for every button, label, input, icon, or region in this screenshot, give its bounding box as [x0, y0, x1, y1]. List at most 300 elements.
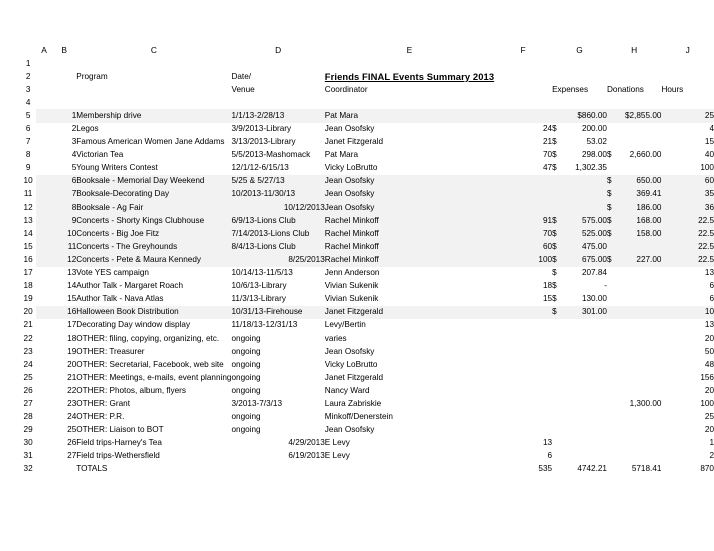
cell-a-28[interactable]	[36, 411, 52, 424]
cell-g-cost-30[interactable]	[562, 437, 607, 450]
cell-j-hours-29[interactable]: 20	[704, 425, 714, 435]
cell-e-lead-2[interactable]	[325, 70, 494, 83]
cell-b-21[interactable]: 17	[67, 320, 77, 330]
cell-j-hours-1[interactable]	[661, 57, 714, 70]
table-row[interactable]	[20, 371, 714, 384]
cell-f-attendance-26[interactable]	[494, 384, 552, 397]
cell-h-income-31[interactable]	[616, 450, 661, 463]
row-header-24[interactable]: 24	[20, 358, 36, 371]
cell-d-date-10[interactable]: 5/25 & 5/27/13	[231, 175, 324, 188]
cell-e-lead-7[interactable]: Janet Fitzgerald	[324, 137, 384, 147]
cell-c-program-10[interactable]: Booksale - Memorial Day Weekend	[76, 175, 231, 188]
row-header-29[interactable]: 29	[20, 424, 36, 437]
cell-b-32[interactable]	[52, 463, 76, 476]
cell-e-lead-27[interactable]: Laura Zabriskie	[324, 398, 382, 408]
cell-h-currency-10[interactable]: $	[607, 175, 616, 188]
cell-h-income-22[interactable]	[616, 332, 661, 345]
cell-f-attendance-9[interactable]: 47	[542, 163, 553, 173]
cell-d-date-29[interactable]: ongoing	[231, 425, 261, 435]
cell-b-12[interactable]: 8	[52, 201, 76, 214]
row-header-12[interactable]: 12	[20, 201, 36, 214]
cell-a-30[interactable]	[36, 437, 52, 450]
cell-b-20[interactable]: 16	[52, 306, 76, 319]
row-header-28[interactable]: 28	[20, 411, 36, 424]
cell-c-program-30[interactable]: Field trips-Harney's Tea	[76, 438, 162, 448]
table-row[interactable]	[20, 319, 714, 332]
cell-g-currency-17[interactable]: $	[552, 268, 557, 278]
cell-b-13[interactable]: 9	[52, 214, 76, 227]
cell-h-currency-17[interactable]	[607, 267, 616, 280]
cell-d-date-25[interactable]: ongoing	[231, 372, 261, 382]
cell-j-hours-23[interactable]: 50	[704, 346, 714, 356]
cell-e-lead-28[interactable]: Minkoff/Denerstein	[324, 412, 393, 422]
cell-b-22[interactable]: 18	[67, 333, 77, 343]
cell-f-attendance-17[interactable]	[494, 267, 552, 280]
cell-j-hours-25[interactable]: 156	[700, 372, 714, 382]
cell-j-hours-10[interactable]: 60	[661, 175, 714, 188]
cell-b-17[interactable]: 13	[67, 268, 77, 278]
table-row[interactable]	[20, 227, 714, 240]
cell-j-hours-12[interactable]: 36	[661, 201, 714, 214]
cell-d-date-4[interactable]	[231, 96, 324, 109]
cell-g-currency-7[interactable]: $	[552, 137, 557, 147]
cell-c-program-13[interactable]: Concerts - Shorty Kings Clubhouse	[76, 214, 231, 227]
cell-a-32[interactable]	[36, 463, 52, 476]
cell-f-attendance-10[interactable]	[494, 175, 552, 188]
cell-f-attendance-24[interactable]	[494, 358, 552, 371]
cell-d-date-26[interactable]: ongoing	[231, 385, 261, 395]
cell-h-income-13[interactable]: 168.00	[616, 214, 661, 227]
cell-j-hours-3[interactable]: Hours	[661, 84, 684, 94]
cell-g-currency-11[interactable]	[552, 188, 561, 201]
table-row[interactable]	[20, 437, 714, 450]
cell-e-lead-25[interactable]: Janet Fitzgerald	[324, 372, 384, 382]
cell-a-18[interactable]	[36, 280, 52, 293]
cell-g-cost-10[interactable]	[562, 175, 607, 188]
row-header-32[interactable]: 32	[20, 463, 36, 476]
column-header-c[interactable]: C	[76, 44, 231, 57]
cell-j-hours-22[interactable]: 20	[704, 333, 714, 343]
table-row[interactable]	[20, 280, 714, 293]
cell-h-income-21[interactable]	[616, 319, 661, 332]
cell-b-14[interactable]: 10	[52, 227, 76, 240]
cell-e-lead-1[interactable]	[325, 57, 494, 70]
row-header-5[interactable]: 5	[20, 109, 36, 122]
cell-g-currency-32[interactable]	[552, 463, 561, 476]
cell-h-currency-18[interactable]	[607, 280, 616, 293]
cell-j-hours-32[interactable]: 870	[700, 464, 714, 474]
cell-h-currency-11[interactable]: $	[607, 188, 616, 201]
totals-row[interactable]	[20, 463, 714, 476]
cell-f-attendance-6[interactable]: 24	[542, 124, 553, 133]
cell-c-program-16[interactable]: Concerts - Pete & Maura Kennedy	[76, 254, 231, 267]
cell-g-cost-11[interactable]	[562, 188, 607, 201]
cell-c-program-23[interactable]: OTHER: Treasurer	[76, 346, 145, 356]
cell-h-currency-28[interactable]	[607, 411, 616, 424]
cell-b-26[interactable]: 22	[67, 385, 77, 395]
cell-h-currency-29[interactable]	[607, 424, 616, 437]
cell-a-31[interactable]	[36, 450, 52, 463]
row-header-9[interactable]: 9	[20, 162, 36, 175]
cell-h-income-8[interactable]: 2,660.00	[629, 150, 662, 160]
cell-d-date-21[interactable]: 11/18/13-12/31/13	[231, 320, 298, 330]
cell-d-date-19[interactable]: 11/3/13-Library	[231, 294, 286, 304]
cell-j-hours-20[interactable]: 10	[661, 306, 714, 319]
cell-h-currency-15[interactable]	[607, 240, 616, 253]
cell-d-date-27[interactable]: 3/2013-7/3/13	[231, 398, 283, 408]
cell-d-date-9[interactable]: 12/1/12-6/15/13	[231, 163, 289, 173]
table-row[interactable]	[20, 109, 714, 122]
cell-g-cost-20[interactable]: 301.00	[562, 306, 607, 319]
row-header-6[interactable]: 6	[20, 123, 36, 136]
table-row[interactable]	[20, 162, 714, 175]
cell-b-25[interactable]: 21	[67, 372, 77, 382]
cell-b-8[interactable]: 4	[71, 150, 77, 160]
table-row[interactable]	[20, 96, 714, 109]
cell-h-currency-13[interactable]: $	[607, 214, 616, 227]
row-header-11[interactable]: 11	[20, 188, 36, 201]
cell-g-cost-22[interactable]	[562, 332, 607, 345]
cell-b-19[interactable]: 15	[67, 294, 77, 304]
cell-e-lead-17[interactable]: Jenn Anderson	[324, 268, 380, 278]
cell-f-attendance-14[interactable]: 70	[494, 227, 552, 240]
cell-a-17[interactable]	[36, 267, 52, 280]
cell-d-date-18[interactable]: 10/6/13-Library	[231, 281, 287, 291]
cell-h-sym-2[interactable]	[607, 70, 661, 83]
cell-b-4[interactable]	[52, 96, 76, 109]
table-row[interactable]	[20, 57, 714, 70]
cell-d-date-14[interactable]: 7/14/2013-Lions Club	[231, 227, 324, 240]
cell-g-cost-27[interactable]	[562, 398, 607, 411]
row-header-21[interactable]: 21	[20, 319, 36, 332]
column-header-row[interactable]	[20, 44, 714, 57]
cell-a-23[interactable]	[36, 345, 52, 358]
cell-h-income-6[interactable]	[616, 123, 661, 136]
table-row[interactable]	[20, 214, 714, 227]
cell-d-date-12[interactable]: 10/12/2013	[231, 201, 324, 214]
cell-a-11[interactable]	[36, 188, 52, 201]
cell-a-13[interactable]	[36, 214, 52, 227]
cell-d-date-7[interactable]: 3/13/2013-Library	[231, 137, 296, 147]
cell-e-lead-6[interactable]: Jean Osofsky	[324, 124, 375, 133]
cell-g-currency-13[interactable]: $	[552, 214, 561, 227]
cell-d-date-15[interactable]: 8/4/13-Lions Club	[231, 240, 324, 253]
cell-g-currency-4[interactable]	[552, 96, 561, 109]
cell-h-income-3[interactable]: Donations	[606, 84, 644, 94]
cell-d-date-11[interactable]: 10/2013-11/30/13	[231, 188, 324, 201]
cell-g-cost-19[interactable]: 130.00	[581, 294, 607, 304]
cell-g-cost-8[interactable]: 298.00	[581, 150, 607, 160]
cell-b-9[interactable]: 5	[71, 163, 77, 173]
cell-d-date-24[interactable]: ongoing	[231, 359, 261, 369]
cell-e-lead-24[interactable]: Vicky LoBrutto	[324, 359, 378, 369]
cell-h-income-27[interactable]: 1,300.00	[629, 398, 662, 408]
cell-h-income-25[interactable]	[616, 371, 661, 384]
cell-c-program-29[interactable]: OTHER: Liaison to BOT	[76, 425, 164, 435]
cell-d-date-31[interactable]: 6/19/2013	[288, 451, 325, 461]
cell-a-27[interactable]	[36, 398, 52, 411]
cell-j-hours-17[interactable]: 13	[704, 268, 714, 278]
cell-h-currency-21[interactable]	[607, 319, 616, 332]
cell-c-program-2[interactable]: Program	[76, 71, 108, 81]
cell-g-currency-22[interactable]	[552, 332, 561, 345]
cell-h-income-19[interactable]	[616, 293, 661, 306]
cell-g-currency-25[interactable]	[552, 371, 561, 384]
cell-g-cost-3[interactable]: Expenses	[552, 84, 589, 94]
cell-j-hours-7[interactable]: 15	[704, 137, 714, 147]
cell-f-attendance-23[interactable]	[494, 345, 552, 358]
cell-g-currency-28[interactable]	[552, 411, 561, 424]
column-header-d[interactable]: D	[231, 44, 324, 57]
cell-c-program-5[interactable]: Membership drive	[76, 109, 231, 122]
cell-h-income-18[interactable]	[616, 280, 661, 293]
cell-j-hours-4[interactable]	[661, 96, 714, 109]
cell-a-8[interactable]	[36, 149, 52, 162]
cell-a-2[interactable]	[36, 70, 52, 83]
select-all-corner[interactable]	[20, 44, 36, 57]
cell-j-hours-27[interactable]: 100	[700, 398, 714, 408]
cell-h-currency-8[interactable]: $	[606, 150, 612, 160]
cell-e-lead-32[interactable]	[325, 463, 494, 476]
cell-e-lead-8[interactable]: Pat Mara	[324, 150, 359, 160]
cell-d-date-30[interactable]: 4/29/2013	[288, 438, 325, 448]
cell-e-lead-18[interactable]: Vivian Sukenik	[324, 281, 379, 291]
cell-g-cost-15[interactable]: 475.00	[562, 240, 607, 253]
cell-c-program-12[interactable]: Booksale - Ag Fair	[76, 201, 231, 214]
cell-g-cost-23[interactable]	[562, 345, 607, 358]
cell-h-income-7[interactable]	[616, 136, 661, 149]
table-row[interactable]	[20, 450, 714, 463]
cell-b-1[interactable]	[52, 57, 76, 70]
cell-f-attendance-16[interactable]: 100	[494, 254, 552, 267]
cell-g-cost-28[interactable]	[562, 411, 607, 424]
cell-g-cost-12[interactable]	[562, 201, 607, 214]
row-header-20[interactable]: 20	[20, 306, 36, 319]
row-header-16[interactable]: 16	[20, 254, 36, 267]
cell-b-3[interactable]	[52, 83, 76, 96]
column-header-g[interactable]: G	[552, 44, 607, 57]
cell-g-cost-31[interactable]	[562, 450, 607, 463]
row-header-27[interactable]: 27	[20, 398, 36, 411]
cell-e-lead-9[interactable]: Vicky LoBrutto	[324, 163, 378, 173]
cell-h-currency-5[interactable]	[607, 109, 616, 122]
cell-a-6[interactable]	[36, 123, 52, 136]
cell-e-lead-19[interactable]: Vivian Sukenik	[324, 294, 379, 304]
table-row[interactable]	[20, 240, 714, 253]
cell-d-date-8[interactable]: 5/5/2013-Mashomack	[231, 150, 311, 160]
cell-g-cost-26[interactable]	[562, 384, 607, 397]
cell-h-income-28[interactable]	[616, 411, 661, 424]
cell-j-hours-14[interactable]: 22.5	[661, 227, 714, 240]
cell-d-date-17[interactable]: 10/14/13-11/5/13	[231, 268, 293, 278]
cell-e-lead-4[interactable]	[325, 96, 494, 109]
row-header-15[interactable]: 15	[20, 240, 36, 253]
cell-g-currency-10[interactable]	[552, 175, 561, 188]
cell-g-currency-19[interactable]: $	[552, 294, 557, 304]
cell-h-currency-1[interactable]	[607, 57, 616, 70]
cell-a-14[interactable]	[36, 227, 52, 240]
cell-b-6[interactable]: 2	[71, 124, 77, 133]
cell-g-currency-6[interactable]: $	[552, 124, 557, 133]
cell-c-program-11[interactable]: Booksale-Decorating Day	[76, 188, 231, 201]
cell-g-cost-4[interactable]	[562, 96, 607, 109]
cell-h-currency-26[interactable]	[607, 384, 616, 397]
table-row[interactable]	[20, 149, 714, 162]
column-header-f[interactable]: F	[494, 44, 552, 57]
cell-g-cost-32[interactable]: 4742.21	[577, 464, 607, 474]
cell-c-program-26[interactable]: OTHER: Photos, album, flyers	[76, 385, 186, 395]
cell-g-currency-23[interactable]	[552, 345, 561, 358]
cell-h-income-11[interactable]: 369.41	[616, 188, 661, 201]
cell-f-attendance-4[interactable]	[494, 96, 552, 109]
cell-h-currency-20[interactable]	[607, 306, 616, 319]
cell-d-date-5[interactable]: 1/1/13-2/28/13	[231, 109, 324, 122]
cell-c-program-28[interactable]: OTHER: P.R.	[76, 412, 125, 422]
cell-e-lead-13[interactable]: Rachel Minkoff	[325, 214, 494, 227]
cell-c-program-6[interactable]: Legos	[76, 124, 99, 133]
cell-f-attendance-19[interactable]: 15	[542, 294, 553, 304]
table-row[interactable]	[20, 345, 714, 358]
column-header-h[interactable]: H	[607, 44, 661, 57]
cell-c-program-9[interactable]: Young Writers Contest	[76, 163, 158, 173]
table-row[interactable]	[20, 398, 714, 411]
cell-e-lead-10[interactable]: Jean Osofsky	[325, 175, 494, 188]
cell-e-lead-20[interactable]: Janet Fitzgerald	[325, 306, 494, 319]
cell-g-currency-27[interactable]	[552, 398, 561, 411]
cell-h-currency-24[interactable]	[607, 358, 616, 371]
cell-f-attendance-12[interactable]	[494, 201, 552, 214]
cell-f-attendance-15[interactable]: 60	[494, 240, 552, 253]
cell-g-cost-14[interactable]: 525.00	[562, 227, 607, 240]
cell-f-attendance-5[interactable]	[494, 109, 552, 122]
cell-h-income-5[interactable]: $2,855.00	[616, 109, 661, 122]
cell-c-program-31[interactable]: Field trips-Wethersfield	[76, 451, 160, 461]
cell-b-10[interactable]: 6	[52, 175, 76, 188]
cell-h-currency-23[interactable]	[607, 345, 616, 358]
row-header-19[interactable]: 19	[20, 293, 36, 306]
table-row[interactable]	[20, 70, 714, 83]
row-header-31[interactable]: 31	[20, 450, 36, 463]
cell-c-program-24[interactable]: OTHER: Secretarial, Facebook, web site	[76, 359, 224, 369]
table-row[interactable]	[20, 201, 714, 214]
cell-a-19[interactable]	[36, 293, 52, 306]
cell-g-currency-21[interactable]	[552, 319, 561, 332]
cell-b-5[interactable]: 1	[52, 109, 76, 122]
cell-f-attendance-8[interactable]: 70	[542, 150, 553, 160]
cell-b-31[interactable]: 27	[67, 451, 77, 461]
cell-a-10[interactable]	[36, 175, 52, 188]
cell-j-hours-28[interactable]: 25	[704, 412, 714, 422]
cell-e-lead-21[interactable]: Levy/Bertin	[324, 320, 366, 330]
cell-b-11[interactable]: 7	[52, 188, 76, 201]
cell-f-attendance-25[interactable]	[494, 371, 552, 384]
cell-h-income-15[interactable]	[616, 240, 661, 253]
cell-d-date-22[interactable]: ongoing	[231, 333, 261, 343]
cell-h-currency-6[interactable]	[607, 123, 616, 136]
cell-g-currency-31[interactable]	[552, 450, 561, 463]
cell-h-income-9[interactable]	[616, 162, 661, 175]
cell-b-16[interactable]: 12	[52, 254, 76, 267]
row-header-26[interactable]: 26	[20, 384, 36, 397]
table-row[interactable]	[20, 424, 714, 437]
cell-f-attendance-28[interactable]	[494, 411, 552, 424]
cell-f-attendance-22[interactable]	[494, 332, 552, 345]
cell-f-attendance-7[interactable]: 21	[542, 137, 553, 147]
row-header-17[interactable]: 17	[20, 267, 36, 280]
cell-c-program-7[interactable]: Famous American Women Jane Addams	[76, 137, 225, 147]
cell-g-sym-2[interactable]	[552, 70, 607, 83]
cell-e-lead-5[interactable]: Pat Mara	[325, 109, 494, 122]
cell-g-currency-15[interactable]: $	[552, 240, 561, 253]
row-header-1[interactable]: 1	[20, 57, 36, 70]
row-header-14[interactable]: 14	[20, 227, 36, 240]
cell-j-hours-9[interactable]: 100	[700, 163, 714, 173]
cell-g-currency-16[interactable]: $	[552, 254, 561, 267]
cell-g-cost-25[interactable]	[562, 371, 607, 384]
cell-c-program-3[interactable]	[76, 83, 231, 96]
cell-g-cost-24[interactable]	[562, 358, 607, 371]
cell-h-income-14[interactable]: 158.00	[616, 227, 661, 240]
cell-e-lead-30[interactable]: E Levy	[324, 438, 350, 448]
row-header-25[interactable]: 25	[20, 371, 36, 384]
cell-e-lead-14[interactable]: Rachel Minkoff	[325, 227, 494, 240]
cell-j-hours-21[interactable]: 13	[704, 320, 714, 330]
cell-a-15[interactable]	[36, 240, 52, 253]
cell-f-2[interactable]	[494, 70, 552, 83]
cell-a-3[interactable]	[36, 83, 52, 96]
row-header-3[interactable]: 3	[20, 83, 36, 96]
row-header-4[interactable]: 4	[20, 96, 36, 109]
column-header-e[interactable]: E	[325, 44, 494, 57]
row-header-18[interactable]: 18	[20, 280, 36, 293]
cell-b-15[interactable]: 11	[52, 240, 76, 253]
cell-c-program-21[interactable]: Decorating Day window display	[76, 320, 191, 330]
cell-f-attendance-11[interactable]	[494, 188, 552, 201]
cell-g-currency-8[interactable]: $	[552, 150, 557, 160]
table-row[interactable]	[20, 358, 714, 371]
cell-j-hours-13[interactable]: 22.5	[661, 214, 714, 227]
cell-h-currency-12[interactable]: $	[607, 201, 616, 214]
cell-j-hours-31[interactable]: 2	[709, 451, 714, 461]
cell-c-program-8[interactable]: Victorian Tea	[76, 150, 124, 160]
cell-g-cost-29[interactable]	[562, 424, 607, 437]
table-row[interactable]	[20, 136, 714, 149]
cell-a-20[interactable]	[36, 306, 52, 319]
cell-h-income-32[interactable]: 5718.41	[631, 464, 662, 474]
cell-g-cost-6[interactable]: 200.00	[581, 124, 607, 133]
cell-j-hours-16[interactable]: 22.5	[661, 254, 714, 267]
table-row[interactable]	[20, 83, 714, 96]
cell-b-7[interactable]: 3	[71, 137, 77, 147]
cell-e-lead-29[interactable]: Jean Osofsky	[324, 425, 375, 435]
cell-j-hours-15[interactable]: 22.5	[661, 240, 714, 253]
cell-g-currency-26[interactable]	[552, 384, 561, 397]
cell-e-lead-16[interactable]: Rachel Minkoff	[325, 254, 494, 267]
cell-c-program-15[interactable]: Concerts - The Greyhounds	[76, 240, 231, 253]
cell-h-currency-32[interactable]	[607, 463, 616, 476]
cell-f-attendance-30[interactable]: 13	[542, 438, 553, 448]
row-header-7[interactable]: 7	[20, 136, 36, 149]
cell-j-hours-8[interactable]: 40	[704, 150, 714, 160]
cell-g-cost-7[interactable]: 53.02	[586, 137, 607, 147]
cell-a-24[interactable]	[36, 358, 52, 371]
cell-c-program-20[interactable]: Halloween Book Distribution	[76, 306, 231, 319]
row-header-13[interactable]: 13	[20, 214, 36, 227]
cell-a-29[interactable]	[36, 424, 52, 437]
cell-b-30[interactable]: 26	[67, 438, 77, 448]
cell-c-program-32[interactable]: TOTALS	[76, 464, 108, 474]
cell-a-25[interactable]	[36, 371, 52, 384]
